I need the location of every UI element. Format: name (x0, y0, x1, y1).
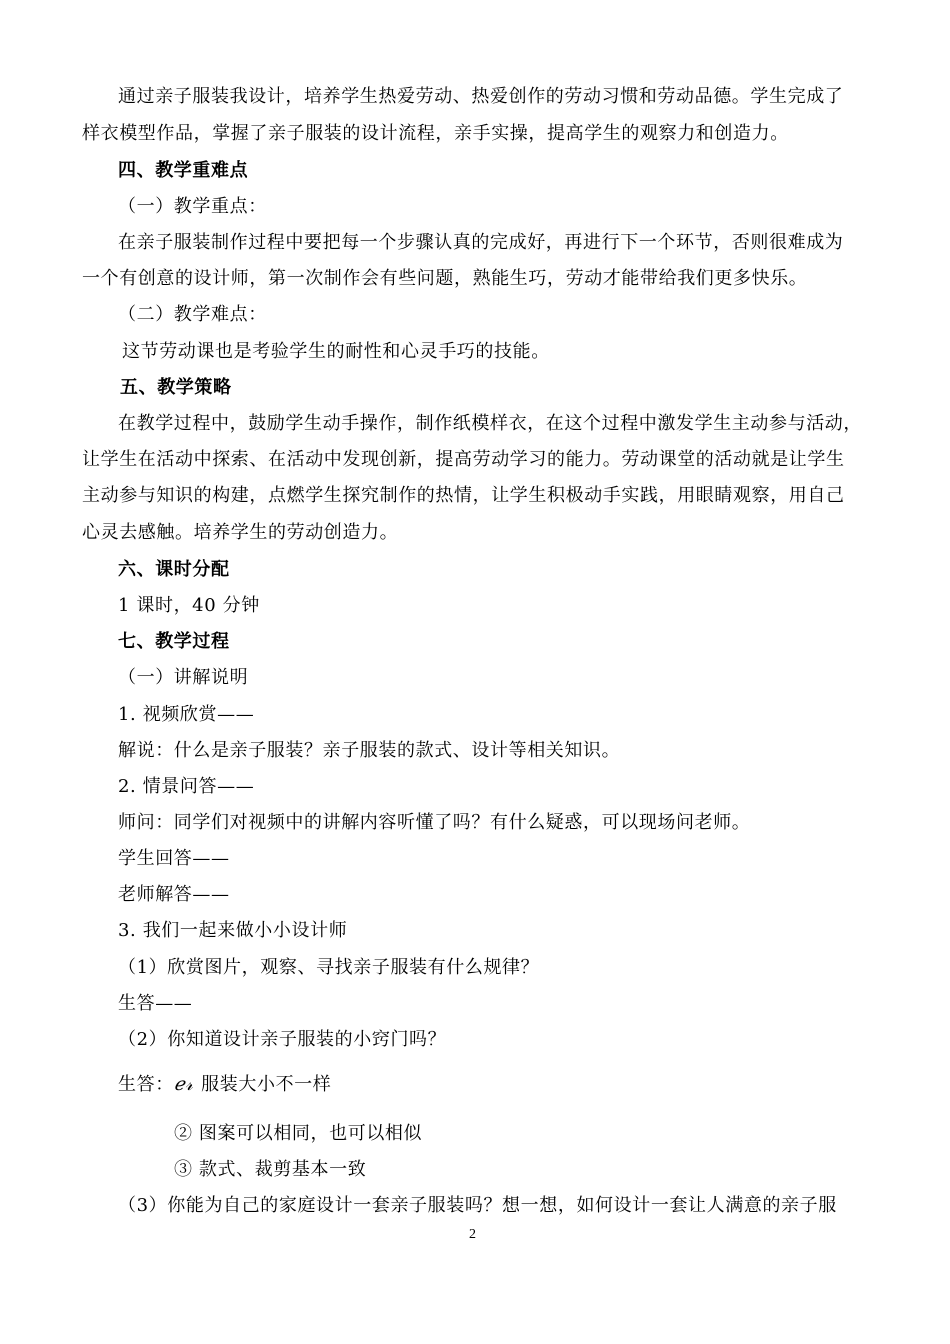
sub-question-3: （3）你能为自己的家庭设计一套亲子服装吗？想一想，如何设计一套让人满意的亲子服 (118, 1195, 837, 1216)
answer-line-2: ② 图案可以相同，也可以相似 (174, 1123, 423, 1144)
section-5-heading: 五、教学策略 (120, 377, 232, 398)
difficulty-label: （二）教学难点： (118, 304, 267, 325)
section-4-heading: 四、教学重难点 (118, 160, 249, 181)
strategy-line-3: 主动参与知识的构建，点燃学生探究制作的热情，让学生积极动手实践，用眼睛观察，用自己 (82, 485, 845, 506)
answer-line-1 (118, 1073, 331, 1097)
answer-line-3: ③ 款式、裁剪基本一致 (174, 1159, 367, 1180)
page-number: 2 (469, 1227, 476, 1242)
item-3: 3. 我们一起来做小小设计师 (118, 920, 348, 941)
section-7-heading: 七、教学过程 (118, 631, 230, 652)
key-point-line-1: 在亲子服装制作过程中要把每一个步骤认真的完成好，再进行下一个环节，否则很难成为 (118, 232, 844, 253)
student-answer: 学生回答—— (118, 848, 230, 869)
item-2: 2. 情景问答—— (118, 776, 255, 797)
strategy-line-1: 在教学过程中，鼓励学生动手操作，制作纸模样衣，在这个过程中激发学生主动参与活动， (118, 413, 862, 434)
goal-line-2: 样衣模型作品，掌握了亲子服装的设计流程，亲手实操，提高学生的观察力和创造力。 (82, 123, 789, 144)
sub-answer-1: 生答—— (118, 993, 193, 1014)
time-allocation: 1 课时，40 分钟 (118, 595, 260, 616)
key-point-label: （一）教学重点： (118, 196, 267, 217)
section-6-heading: 六、课时分配 (118, 559, 230, 580)
explain-label: （一）讲解说明 (118, 667, 249, 688)
answer-prefix: 生答： (118, 1074, 174, 1095)
strategy-line-2: 让学生在活动中探索、在活动中发现创新，提高劳动学习的能力。劳动课堂的活动就是让学生 (82, 449, 845, 470)
teacher-question: 师问：同学们对视频中的讲解内容听懂了吗？有什么疑惑，可以现场问老师。 (118, 812, 751, 833)
teacher-answer: 老师解答—— (118, 884, 230, 905)
strategy-line-4: 心灵去感触。培养学生的劳动创造力。 (82, 522, 399, 543)
item-1: 1. 视频欣赏—— (118, 704, 255, 725)
answer-glyph: ℯ𝓇 (173, 1074, 194, 1095)
answer-1: 服装大小不一样 (201, 1074, 332, 1095)
sub-question-2: （2）你知道设计亲子服装的小窍门吗？ (118, 1029, 447, 1050)
item-1-commentary: 解说：什么是亲子服装？亲子服装的款式、设计等相关知识。 (118, 740, 621, 761)
difficulty-text: 这节劳动课也是考验学生的耐性和心灵手巧的技能。 (122, 341, 550, 362)
sub-question-1: （1）欣赏图片，观察、寻找亲子服装有什么规律？ (118, 957, 540, 978)
goal-line-1: 通过亲子服装我设计，培养学生热爱劳动、热爱创作的劳动习惯和劳动品德。学生完成了 (118, 86, 844, 107)
key-point-line-2: 一个有创意的设计师，第一次制作会有些问题，熟能生巧，劳动才能带给我们更多快乐。 (82, 268, 808, 289)
